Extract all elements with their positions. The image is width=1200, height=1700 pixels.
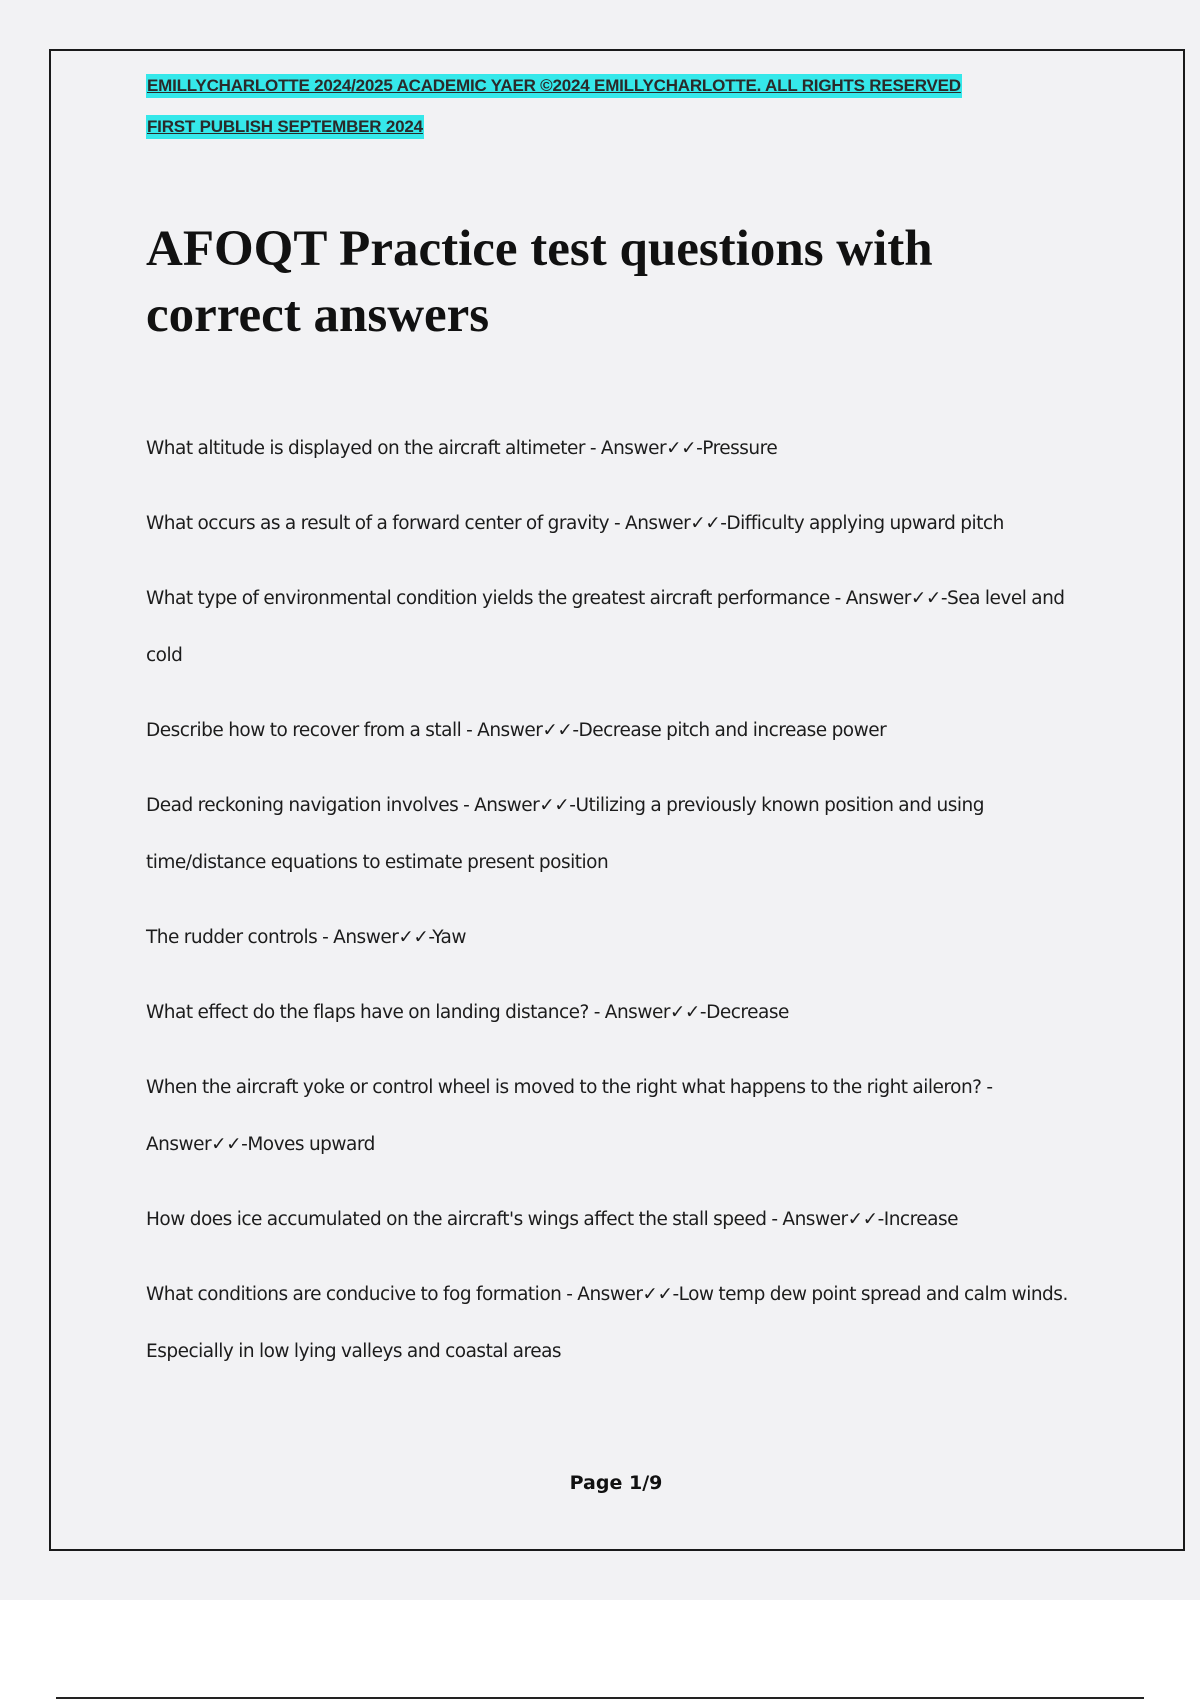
- copyright-header: EMILLYCHARLOTTE 2024/2025 ACADEMIC YAER ©2024 EMILLYCHARLOTTE. ALL RIGHTS RESERVED: [146, 74, 962, 98]
- question-item: What effect do the flaps have on landing distance? - Answer✓✓-Decrease: [146, 1002, 789, 1023]
- document-title: AFOQT Practice test questions with correct answers: [146, 221, 933, 343]
- question-item: When the aircraft yoke or control wheel is moved to the right what happens to the right aileron? - Answer✓✓-Moves upward: [146, 1077, 993, 1155]
- question-item: What altitude is displayed on the aircraft altimeter - Answer✓✓-Pressure: [146, 438, 778, 459]
- publish-date-header: FIRST PUBLISH SEPTEMBER 2024: [146, 115, 424, 139]
- question-list: [146, 420, 1076, 1398]
- question-item: Describe how to recover from a stall - Answer✓✓-Decrease pitch and increase power: [146, 720, 887, 741]
- question-item: What conditions are conducive to fog formation - Answer✓✓-Low temp dew point spread and calm winds. Especially in low lying valleys and coastal areas: [146, 1284, 1068, 1362]
- page-number: Page 1/9: [569, 1472, 663, 1494]
- question-item: How does ice accumulated on the aircraft's wings affect the stall speed - Answer✓✓-Increase: [146, 1209, 959, 1230]
- question-item: What type of environmental condition yields the greatest aircraft performance - Answer✓✓-Sea level and cold: [146, 588, 1065, 666]
- question-item: Dead reckoning navigation involves - Answer✓✓-Utilizing a previously known position and using time/distance equations to estimate present position: [146, 795, 984, 873]
- next-page-divider: [56, 1697, 1144, 1699]
- question-item: The rudder controls - Answer✓✓-Yaw: [146, 927, 467, 948]
- question-item: What occurs as a result of a forward center of gravity - Answer✓✓-Difficulty applying upward pitch: [146, 513, 1004, 534]
